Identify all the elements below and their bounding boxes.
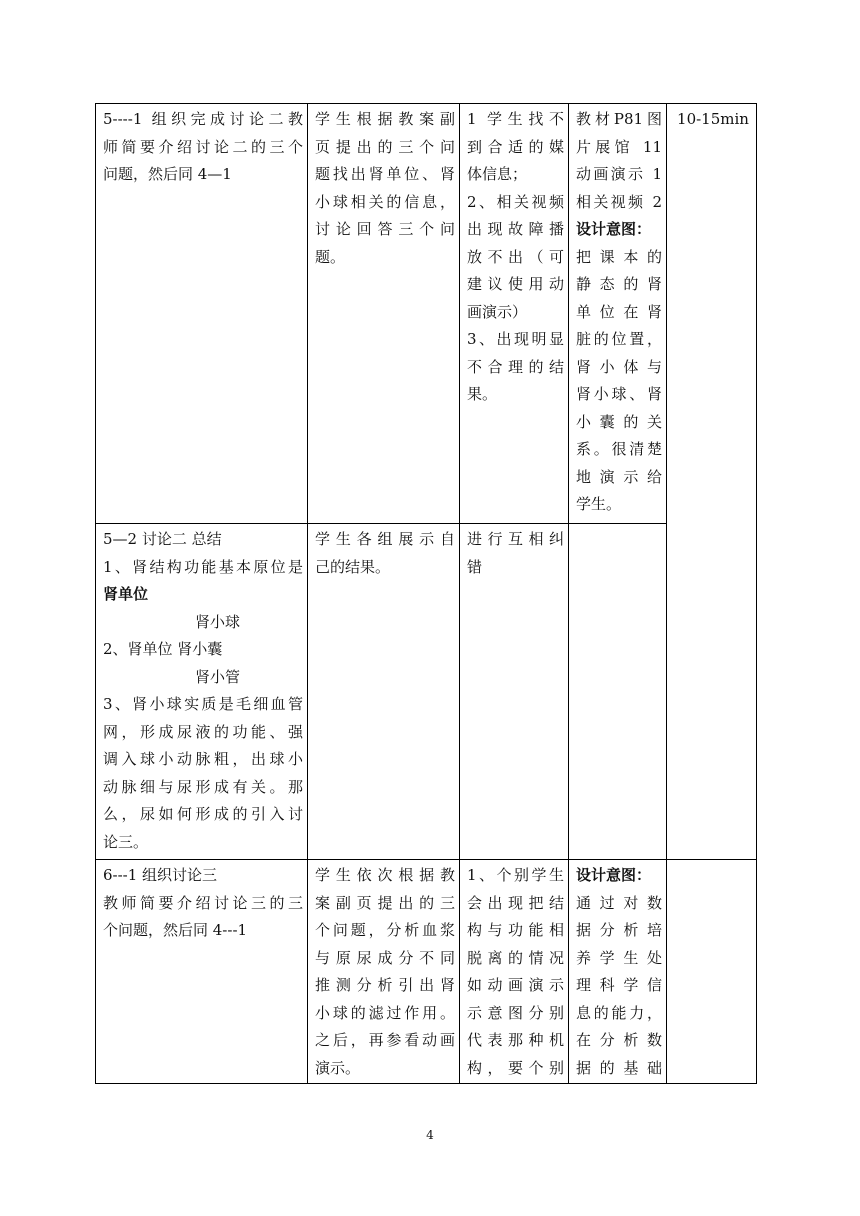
- design-line: 理科学信: [576, 976, 662, 994]
- student-line: 个问题，分析血浆: [315, 921, 455, 939]
- issues-cell: [460, 524, 569, 860]
- design-line: 系。很清楚: [576, 440, 662, 458]
- resource-line: 片展馆 11: [576, 137, 662, 156]
- design-line: 地演示给: [576, 467, 662, 486]
- student-line: 学生依次根据教: [315, 866, 455, 884]
- teacher-line: 动脉细与尿形成有关。那: [103, 777, 303, 796]
- student-line: 推测分析引出肾: [315, 976, 455, 994]
- student-line: 讨论回答三个问: [315, 220, 455, 238]
- resources-cell: [569, 104, 667, 524]
- design-line: 据的基础: [576, 1058, 662, 1077]
- design-line: 通过对数: [576, 893, 662, 912]
- issue-line: 体信息；: [467, 165, 528, 183]
- design-line: 肾小球、肾: [576, 385, 662, 403]
- issue-line: 会出现把结: [467, 893, 564, 912]
- student-line: 与原尿成分不同: [315, 948, 455, 967]
- teacher-line: 论三。: [103, 832, 149, 851]
- teacher-line: 教师简要介绍讨论三的三: [103, 893, 303, 912]
- issue-line: 构与功能相: [467, 921, 564, 939]
- teacher-line: 1、肾结构功能基本原位是: [103, 557, 303, 576]
- issue-line: 1、个别学生: [467, 866, 564, 884]
- student-line: 页提出的三个问: [315, 137, 455, 156]
- issue-line: 如动画演示: [467, 976, 564, 994]
- design-line: 在分析数: [576, 1031, 662, 1049]
- teacher-activity-cell: [96, 860, 308, 1084]
- design-line: 养学生处: [576, 948, 662, 967]
- issue-line: 脱离的情况: [467, 948, 564, 967]
- resources-cell: [569, 860, 667, 1084]
- issue-line: 2、相关视频: [467, 192, 564, 211]
- student-line: 小球的滤过作用。: [315, 1003, 455, 1022]
- issue-line: 进行互相纠: [467, 530, 564, 548]
- teacher-line: 2、肾单位 肾小囊: [103, 640, 223, 658]
- resource-line: 动画演示 1: [576, 165, 662, 183]
- student-line: 学生根据教案副: [315, 110, 455, 128]
- student-activity-cell: [308, 104, 460, 524]
- issue-line: 建议使用动: [467, 275, 564, 293]
- issue-line: 到合适的媒: [467, 137, 564, 156]
- resource-line: 教材P81图: [576, 110, 662, 128]
- design-line: 单位在肾: [576, 302, 662, 321]
- teacher-line: 调入球小动脉粗，出球小: [103, 750, 303, 768]
- design-intent-label: 设计意图：: [576, 220, 652, 238]
- issue-line: 构，要个别: [467, 1058, 564, 1077]
- design-line: 脏的位置，: [576, 330, 662, 348]
- teacher-line: 3、肾小球实质是毛细血管: [103, 695, 303, 713]
- teacher-activity-cell: [96, 104, 308, 524]
- issue-line: 代表那种机: [467, 1031, 564, 1049]
- table-row: [96, 860, 757, 1084]
- issues-cell: [460, 860, 569, 1084]
- teacher-keyword: 肾单位: [103, 585, 149, 603]
- teacher-line: 肾小管: [195, 667, 241, 686]
- issue-line: 放不出（可: [467, 247, 564, 266]
- issue-line: 3、出现明显: [467, 330, 564, 348]
- teacher-title: 5—2 讨论二 总结: [103, 530, 222, 548]
- issues-cell: [460, 104, 569, 524]
- student-line: 演示。: [315, 1058, 361, 1077]
- student-line: 学生各组展示自: [315, 530, 455, 548]
- issue-line: 示意图分别: [467, 1003, 564, 1022]
- teacher-activity-cell: [96, 524, 308, 860]
- design-line: 小囊的关: [576, 412, 662, 431]
- design-line: 肾小体与: [576, 357, 662, 376]
- design-line: 静态的肾: [576, 275, 662, 293]
- teacher-line: 个问题，然后同 4---1: [103, 921, 248, 939]
- teacher-line: 么，尿如何形成的引入讨: [103, 805, 303, 823]
- teacher-line: 网，形成尿液的功能、强: [103, 722, 303, 741]
- student-activity-cell: [308, 524, 460, 860]
- student-line: 案副页提出的三: [315, 893, 455, 912]
- time-value: 10-15min: [677, 110, 749, 128]
- student-line: 小球相关的信息，: [315, 192, 455, 211]
- student-line: 题找出肾单位、肾: [315, 165, 455, 183]
- lesson-plan-table: [95, 103, 757, 1084]
- design-line: 学生。: [576, 495, 622, 513]
- student-activity-cell: [308, 860, 460, 1084]
- issue-line: 画演示）: [467, 302, 528, 321]
- resource-line: 相关视频 2: [576, 192, 662, 211]
- issue-line: 出现故障播: [467, 220, 564, 238]
- student-line: 之后，再参看动画: [315, 1031, 455, 1049]
- design-line: 据分析培: [576, 921, 662, 939]
- teacher-line: 5----1 组织完成讨论二教: [103, 110, 303, 128]
- table-row: [96, 104, 757, 524]
- design-line: 息的能力，: [576, 1003, 662, 1022]
- issue-line: 不合理的结: [467, 357, 564, 376]
- teacher-line: 问题，然后同 4—1: [103, 165, 232, 183]
- table-row: [96, 524, 757, 860]
- design-line: 把课本的: [576, 247, 662, 266]
- issue-line: 1 学生找不: [467, 110, 564, 128]
- issue-line: 错: [467, 557, 483, 576]
- time-cell: [667, 860, 757, 1084]
- time-cell: [667, 104, 757, 860]
- issue-line: 果。: [467, 385, 498, 403]
- page-number: 4: [426, 1128, 434, 1142]
- student-line: 题。: [315, 247, 346, 266]
- teacher-line: 师简要介绍讨论二的三个: [103, 137, 303, 156]
- teacher-title: 6---1 组织讨论三: [103, 866, 218, 884]
- resources-cell: [569, 524, 667, 860]
- design-intent-label: 设计意图：: [576, 866, 652, 884]
- student-line: 己的结果。: [315, 557, 391, 576]
- teacher-line: 肾小球: [195, 612, 241, 631]
